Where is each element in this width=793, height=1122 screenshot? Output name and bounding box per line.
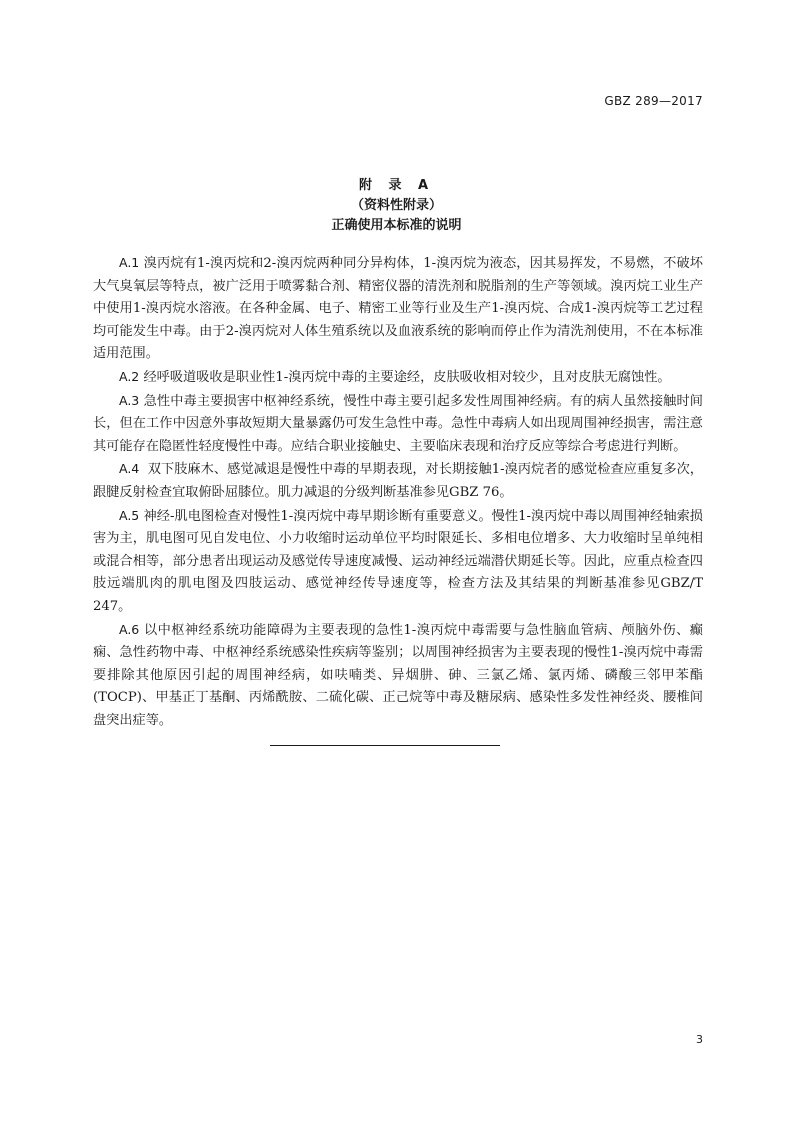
clause-id: A.2 [119,368,140,384]
appendix-header [0,176,793,236]
paragraph-text: 以中枢神经系统功能障碍为主要表现的急性1-溴丙烷中毒需要与急性脑血管病、颅脑外伤、癫痫、急性药物中毒、中枢神经系统感染性疾病等鉴别；以周围神经损害为主要表现的慢性1-溴丙烷中毒需要排除其他原因引起的周围神经病，如呋喃类、异烟肼、砷、三氯乙烯、氯丙烯、磷酸三邻甲苯酯(TOCP)、甲基正丁基酮、丙烯酰胺、二硫化碳、正己烷等中毒及糖尿病、感染性多发性神经炎、腰椎间盘突出症等。 [93,622,703,728]
paragraph-text: 神经-肌电图检查对慢性1-溴丙烷中毒早期诊断有重要意义。慢性1-溴丙烷中毒以周围神经轴索损害为主，肌电图可见自发电位、小力收缩时运动单位平均时限延长、多相电位增多、大力收缩时呈单纯相或混合相等，部分患者出现运动及感觉传导速度减慢、运动神经远端潜伏期延长等。因此，应重点检查四肢远端肌肉的肌电图及四肢运动、感觉神经传导速度等，检查方法及其结果的判断基准参见GBZ/T 247。 [93,508,703,614]
end-rule [270,745,500,746]
paragraph-text: 急性中毒主要损害中枢神经系统，慢性中毒主要引起多发性周围神经病。有的病人虽然接触时间长，但在工作中因意外事故短期大量暴露仍可发生急性中毒。急性中毒病人如出现周围神经损害，需注意其可能存在隐匿性轻度慢性中毒。应结合职业接触史、主要临床表现和治疗反应等综合考虑进行判断。 [93,393,703,454]
paragraph-a2 [93,366,703,390]
clause-id: A.3 [119,392,140,408]
paragraph-a6 [93,619,703,733]
paragraph-a1 [93,252,703,366]
clause-id: A.4 [119,461,140,477]
page-number: 3 [696,1033,703,1046]
appendix-title: 正确使用本标准的说明 [331,218,462,233]
paragraph-text: 经呼吸道吸收是职业性1-溴丙烷中毒的主要途经，皮肤吸收相对较少，且对皮肤无腐蚀性。 [143,369,671,385]
paragraph-text: 双下肢麻木、感觉减退是慢性中毒的早期表现，对长期接触1-溴丙烷者的感觉检查应重复多次，跟腱反射检查宜取俯卧屈膝位。肌力减退的分级判断基准参见GBZ 76。 [93,462,703,500]
appendix-label: 附 录 A [358,178,435,193]
clause-id: A.6 [119,621,140,637]
paragraph-a3 [93,390,703,459]
paragraph-a5 [93,505,703,619]
clause-id: A.5 [119,507,140,523]
paragraph-a4 [93,458,703,504]
appendix-body [93,252,703,732]
paragraph-text: 溴丙烷有1-溴丙烷和2-溴丙烷两种同分异构体，1-溴丙烷为液态，因其易挥发，不易燃，不破坏大气臭氧层等特点，被广泛用于喷雾黏合剂、精密仪器的清洗剂和脱脂剂的生产等领域。溴丙烷工业生产中使用1-溴丙烷水溶液。在各种金属、电子、精密工业等行业及生产1-溴丙烷、合成1-溴丙烷等工艺过程均可能发生中毒。由于2-溴丙烷对人体生殖系统以及血液系统的影响而停止作为清洗剂使用，不在本标准适用范围。 [93,256,703,362]
clause-id: A.1 [119,255,140,270]
document-code: GBZ 289—2017 [604,94,703,108]
appendix-type: （资料性附录） [350,198,442,213]
